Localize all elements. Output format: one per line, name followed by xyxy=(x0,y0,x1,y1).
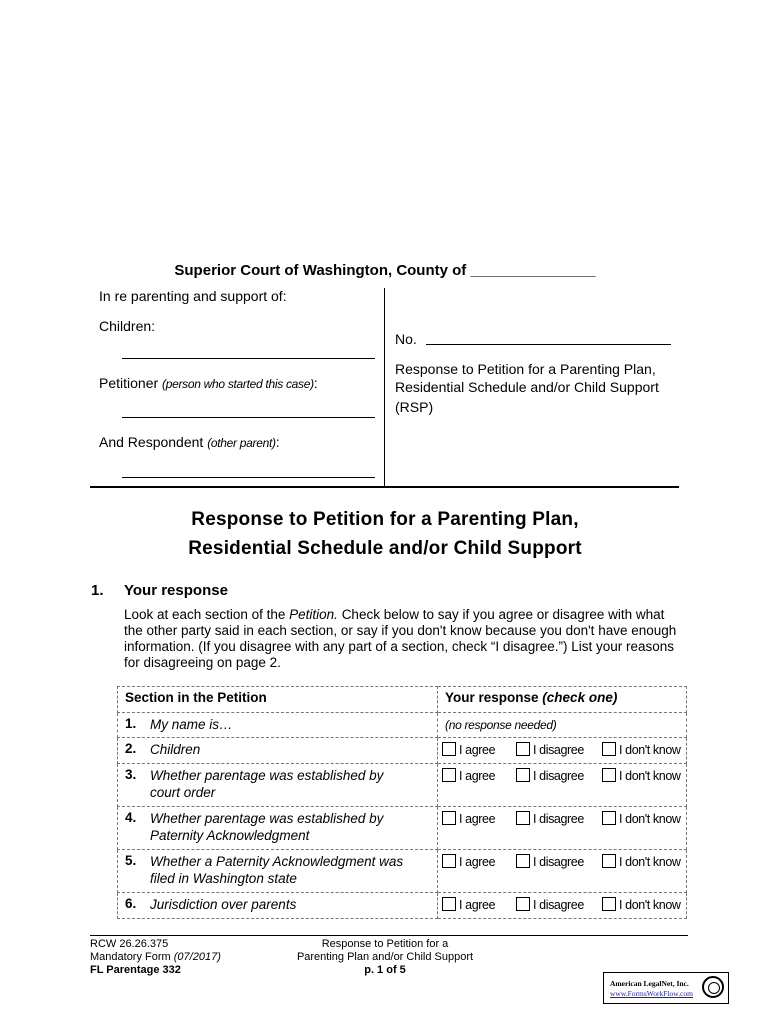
dont-know-label: I don't know xyxy=(619,855,681,869)
row-item xyxy=(118,850,438,893)
in-re-label: In re parenting and support of: xyxy=(99,288,287,304)
seal-icon xyxy=(702,976,724,998)
caption-form-code: (RSP) xyxy=(395,399,434,415)
row-number: 5. xyxy=(125,853,137,868)
row-response xyxy=(438,764,687,807)
footer-form-id: FL Parentage 332 xyxy=(90,964,181,976)
row-number: 3. xyxy=(125,767,137,782)
disagree-option[interactable] xyxy=(516,811,602,826)
document-title-line2: Residential Schedule and/or Child Support xyxy=(188,538,582,559)
disagree-label: I disagree xyxy=(533,743,584,757)
disagree-label: I disagree xyxy=(533,812,584,826)
footer-mandatory xyxy=(90,951,221,964)
table-row xyxy=(118,850,687,893)
header-section: Section in the Petition xyxy=(118,687,438,713)
row-item xyxy=(118,713,438,738)
agree-option[interactable] xyxy=(442,742,516,757)
footer-page-number: p. 1 of 5 xyxy=(364,964,406,976)
row-item xyxy=(118,738,438,764)
disagree-option[interactable] xyxy=(516,854,602,869)
petitioner-name-line[interactable] xyxy=(122,417,375,418)
footer-center-line1: Response to Petition for a xyxy=(321,938,449,950)
caption-bottom-rule xyxy=(90,486,679,488)
respondent-text: And Respondent xyxy=(99,434,204,450)
row-label: Whether parentage was established by court order xyxy=(150,768,384,800)
row-item xyxy=(118,893,438,919)
checkbox[interactable] xyxy=(516,811,530,825)
court-title: Superior Court of Washington, County of _______________ xyxy=(174,262,596,279)
document-title-line1: Response to Petition for a Parenting Plan, xyxy=(191,509,579,530)
dont-know-option[interactable] xyxy=(602,811,681,826)
agree-label: I agree xyxy=(459,898,496,912)
checkbox[interactable] xyxy=(516,768,530,782)
logo-company: American LegalNet, Inc. xyxy=(610,979,689,988)
dont-know-label: I don't know xyxy=(619,898,681,912)
table-row xyxy=(118,713,687,738)
dont-know-label: I don't know xyxy=(619,743,681,757)
table-row xyxy=(118,764,687,807)
petitioner-label xyxy=(99,375,318,391)
petitioner-text: Petitioner xyxy=(99,375,159,391)
checkbox[interactable] xyxy=(602,742,616,756)
dont-know-label: I don't know xyxy=(619,769,681,783)
instructions-petition: Petition. xyxy=(289,607,338,622)
footer-mandatory-date: (07/2017) xyxy=(173,951,221,963)
agree-label: I agree xyxy=(459,855,496,869)
checkbox[interactable] xyxy=(602,768,616,782)
caption-form-title-line1: Response to Petition for a Parenting Plan, xyxy=(395,361,656,377)
respondent-note: (other parent) xyxy=(207,436,276,450)
dont-know-label: I don't know xyxy=(619,812,681,826)
section-title: Your response xyxy=(124,582,228,599)
table-row xyxy=(118,738,687,764)
agree-option[interactable] xyxy=(442,854,516,869)
logo-url[interactable]: www.FormsWorkFlow.com xyxy=(610,989,694,998)
row-response xyxy=(438,850,687,893)
agree-option[interactable] xyxy=(442,811,516,826)
header-response-text: Your response xyxy=(445,690,539,705)
row-label: Whether a Paternity Acknowledgment was filed in Washington state xyxy=(150,854,404,886)
checkbox[interactable] xyxy=(442,811,456,825)
checkbox[interactable] xyxy=(516,742,530,756)
row-number: 1. xyxy=(125,716,137,731)
instructions-text-after: Check below to say if you agree or disagree with what the other party said in each section, or say if you don't know because you don't have enough information. (If you disagree with any part of a section, check “I disagree.”) List your reasons for disagreeing on page 2. xyxy=(124,607,677,670)
dont-know-option[interactable] xyxy=(602,768,681,783)
footer-mandatory-text: Mandatory Form xyxy=(90,951,171,963)
section-number: 1. xyxy=(91,582,104,599)
row-label: Children xyxy=(150,742,201,757)
row-number: 2. xyxy=(125,741,137,756)
respondent-label xyxy=(99,434,280,450)
disagree-label: I disagree xyxy=(533,855,584,869)
children-label: Children: xyxy=(99,318,156,334)
footer-center xyxy=(270,938,500,977)
footer-left xyxy=(90,938,221,977)
case-number-line[interactable] xyxy=(426,344,671,345)
dont-know-option[interactable] xyxy=(602,897,681,912)
row-label: Jurisdiction over parents xyxy=(150,897,297,912)
checkbox[interactable] xyxy=(442,742,456,756)
checkbox[interactable] xyxy=(442,854,456,868)
no-response-note: (no response needed) xyxy=(445,718,557,732)
children-name-line[interactable] xyxy=(122,358,375,359)
row-label: My name is… xyxy=(150,717,233,732)
caption-form-title-line2: Residential Schedule and/or Child Support xyxy=(395,379,659,395)
section-instructions xyxy=(124,607,684,671)
checkbox[interactable] xyxy=(602,897,616,911)
petitioner-note: (person who started this case) xyxy=(162,377,314,391)
row-number: 6. xyxy=(125,896,137,911)
disagree-option[interactable] xyxy=(516,768,602,783)
checkbox[interactable] xyxy=(516,854,530,868)
header-response-note: (check one) xyxy=(542,690,618,705)
agree-label: I agree xyxy=(459,812,496,826)
agree-option[interactable] xyxy=(442,768,516,783)
respondent-colon: : xyxy=(275,434,280,450)
footer-rcw: RCW 26.26.375 xyxy=(90,938,169,950)
dont-know-option[interactable] xyxy=(602,854,681,869)
footer-center-line2: Parenting Plan and/or Child Support xyxy=(296,951,474,963)
checkbox[interactable] xyxy=(442,768,456,782)
table-header-row xyxy=(118,687,687,713)
petitioner-colon: : xyxy=(313,375,318,391)
header-response xyxy=(438,687,687,713)
row-response xyxy=(438,738,687,764)
agree-label: I agree xyxy=(459,743,496,757)
footer-rule xyxy=(90,935,688,936)
row-response xyxy=(438,807,687,850)
agree-label: I agree xyxy=(459,769,496,783)
respondent-name-line[interactable] xyxy=(122,477,375,478)
caption-divider xyxy=(384,288,385,487)
table-row xyxy=(118,893,687,919)
case-number-label: No. xyxy=(395,331,417,347)
agree-option[interactable] xyxy=(442,897,516,912)
caption-form-title xyxy=(395,360,659,416)
instructions-text-before: Look at each section of the xyxy=(124,607,286,622)
logo-text xyxy=(610,979,693,999)
row-item xyxy=(118,807,438,850)
row-number: 4. xyxy=(125,810,137,825)
dont-know-option[interactable] xyxy=(602,742,681,757)
publisher-logo xyxy=(603,972,729,1004)
response-table xyxy=(117,686,687,919)
disagree-option[interactable] xyxy=(516,897,602,912)
checkbox[interactable] xyxy=(602,811,616,825)
checkbox[interactable] xyxy=(602,854,616,868)
row-item xyxy=(118,764,438,807)
disagree-label: I disagree xyxy=(533,898,584,912)
checkbox[interactable] xyxy=(442,897,456,911)
checkbox[interactable] xyxy=(516,897,530,911)
row-label: Whether parentage was established by Paternity Acknowledgment xyxy=(150,811,384,843)
row-response xyxy=(438,893,687,919)
row-response xyxy=(438,713,687,738)
disagree-label: I disagree xyxy=(533,769,584,783)
table-row xyxy=(118,807,687,850)
disagree-option[interactable] xyxy=(516,742,602,757)
